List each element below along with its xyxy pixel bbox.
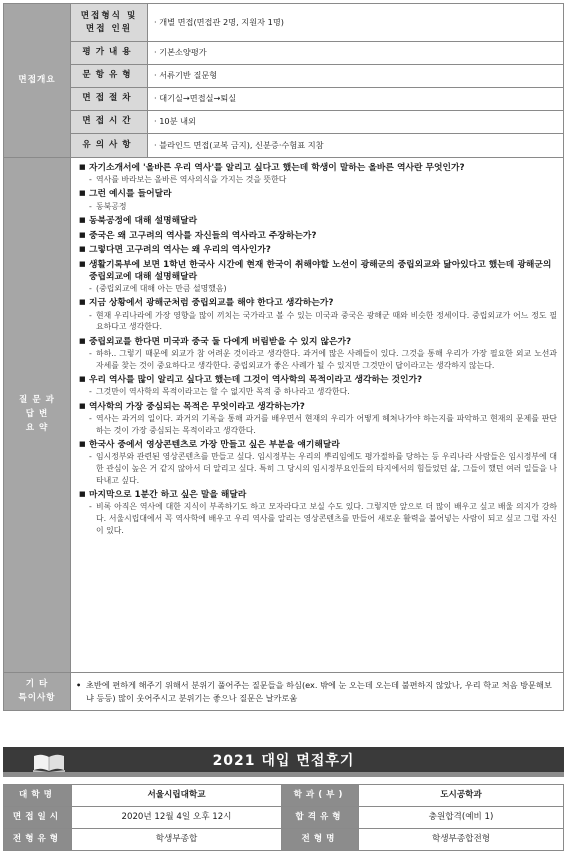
question [79,259,557,283]
etc-content [71,673,564,711]
answer [79,310,557,334]
etc-section-label: 기 타 특이사항 [4,673,71,711]
qa-item [79,244,557,256]
answer [79,348,557,372]
answer-dash: - [89,502,92,512]
answer [79,451,557,487]
qa-item [79,259,557,295]
bullet-square-icon: ■ [79,215,86,224]
question-text: 한국사 중에서 영상콘텐츠로 가장 만들고 싶은 부분을 얘기해달라 [89,439,340,450]
question [79,374,557,386]
info-label-admission-type: 전형유형 [4,829,72,851]
info-label-admission-name: 전형명 [282,829,359,851]
answer [79,413,557,437]
answer-dash: - [89,310,92,320]
overview-row-value-format: · 개별 면접(면접관 2명, 지원자 1명) [148,4,564,42]
overview-row-label-format: 면접형식 및 면접 인원 [71,4,148,42]
bullet-square-icon: ■ [79,439,86,448]
question [79,230,557,242]
answer-dash: - [89,201,92,211]
answer-dash: - [89,387,92,397]
question-text: 역사학의 가장 중심되는 목적은 무엇이라고 생각하는가? [89,401,305,412]
question-text: 중립외교를 한다면 미국과 중국 둘 다에게 버림받을 수 있지 않은가? [89,336,352,347]
answer-text: 하하.. 그렇기 때문에 외교가 참 어려운 것이라고 생각한다. 과거에 많은 사례들이 있다. 그것을 통해 우리가 가장 필요한 외교 노선과 자세를 찾는 것이 중요하다고 생각한다. 중립외교가 좋은 사례가 될 수 있지만 그것만이 답이라고는 생각하지 않는다. [96,348,557,370]
qa-item [79,188,557,212]
answer [79,501,557,537]
info-value-interview-date: 2020년 12월 4일 오후 12시 [72,807,282,829]
answer-text: (중립외교에 대해 아는 만큼 설명했음) [96,284,227,294]
info-value-admission-name: 학생부종합전형 [359,829,564,851]
qa-item [79,162,557,186]
overview-row-label-type: 문항유형 [71,65,148,88]
answer-dash: - [89,413,92,423]
bullet-square-icon: ■ [79,336,86,345]
overview-section-label: 면접개요 [4,4,71,158]
bullet-square-icon: ■ [79,298,86,307]
qa-list [71,158,564,673]
qa-item [79,439,557,487]
answer-dash: - [89,348,92,358]
bullet-square-icon: ■ [79,375,86,384]
question-text: 그런 예시를 들어달라 [89,189,172,200]
overview-row-value-content: · 기본소양평가 [148,42,564,65]
answer-text: 현재 우리나라에 가장 영향을 많이 끼치는 국가라고 볼 수 있는 미국과 중국은 광해군 때와 비슷한 정세이다. 중립외교가 어느 정도 필요하다고 생각한다. [96,310,557,332]
info-value-admission-type: 학생부종합 [72,829,282,851]
overview-row-label-time: 면접시간 [71,111,148,134]
question [79,244,557,256]
info-value-university: 서울시립대학교 [72,785,282,807]
question [79,439,557,451]
question-text: 중국은 왜 고구려의 역사를 자신들의 역사라고 주장하는가? [89,230,317,241]
bullet-square-icon: ■ [79,163,86,171]
answer-dash: - [89,452,92,462]
answer [79,201,557,213]
info-label-result-type: 합격유형 [282,807,359,829]
bullet-square-icon: ■ [79,259,86,268]
answer-dash: - [89,175,92,185]
overview-row-value-type: · 서류기반 질문형 [148,65,564,88]
admission-info-table [3,784,564,851]
overview-row-label-content: 평가내용 [71,42,148,65]
overview-row-value-procedure: · 대기실→면접실→퇴실 [148,88,564,111]
answer [79,174,557,186]
banner-title: 2021 대입 면접후기 [212,753,355,769]
answer-text: 동북공정 [96,201,127,211]
overview-row-label-notes: 유의사항 [71,134,148,158]
qa-item [79,336,557,372]
question [79,162,557,174]
question-text: 우리 역사를 많이 알리고 싶다고 했는데 그것이 역사학의 목적이라고 생각하는 것인가? [89,375,423,386]
question-text: 지금 상황에서 광해군처럼 중립외교를 해야 한다고 생각하는가? [89,298,334,309]
question [79,489,557,501]
qa-item [79,215,557,227]
qa-item [79,401,557,437]
question-text: 그렇다면 고구려의 역사는 왜 우리의 역사인가? [89,245,271,256]
qa-item [79,230,557,242]
info-value-result-type: 충원합격(예비 1) [359,807,564,829]
info-label-department: 학과(부) [282,785,359,807]
overview-row-label-procedure: 면접절차 [71,88,148,111]
overview-row-value-notes: · 블라인드 면접(교복 금지), 신분증·수험표 지참 [148,134,564,158]
bullet-square-icon: ■ [79,401,86,410]
overview-row-value-time: · 10분 내외 [148,111,564,134]
answer [79,386,557,398]
qa-item [79,374,557,398]
info-value-department: 도시공학과 [359,785,564,807]
question [79,336,557,348]
qa-item [79,489,557,537]
answer-dash: - [89,284,92,294]
answer-text: 역사는 과거의 일이다. 과거의 기록을 통해 과거를 배우면서 현재의 우리가 어떻게 헤쳐나가야 하는지를 파악하고 현재의 문제를 판단하는 것이 가장 중심되는 목적이라고 생각한다. [96,413,557,435]
interview-review-banner [3,747,564,777]
answer [79,283,557,295]
etc-text: 초반에 편하게 해주기 위해서 분위기 풀어주는 질문들을 하심(ex. 밖에 눈 오는데 오는데 불편하지 않았나, 우리 학교 처음 방문해보냐 등등) 많이 웃어주시고 분위기는 좋으나 질문은 날카로움 [86,680,552,703]
bullet-square-icon: ■ [79,189,86,198]
answer-text: 역사를 바라보는 올바른 역사의식을 가지는 것을 뜻한다 [96,175,287,185]
answer-text: 비록 아직은 역사에 대한 지식이 부족하기도 하고 모자라다고 보실 수도 있다. 그렇지만 앞으로 더 많이 배우고 싶고 배울 의지가 강하다. 서울시립대에서 꼭 역사학에 배우고 우리 역사를 알리는 영상콘텐츠를 만들어 새로운 활력을 불어넣는 사람이 되고 싶고 그럴 자신이 있다. [96,502,557,536]
answer-text: 그것만이 역사학의 목적이라고는 할 수 없지만 목적 중 하나라고 생각한다. [96,387,350,397]
bullet-square-icon: ■ [79,230,86,239]
info-label-university: 대학명 [4,785,72,807]
question-text: 마지막으로 1분간 하고 싶은 말을 해달라 [89,490,247,501]
question-text: 자기소개서에 '올바른 우리 역사'를 알리고 싶다고 했는데 학생이 말하는 올바른 역사란 무엇인가? [89,163,465,173]
question [79,215,557,227]
banner-underline [3,772,564,777]
bullet-square-icon: ■ [79,490,86,499]
interview-summary-table [3,3,564,711]
bullet-dot: • [76,680,82,691]
qa-item [79,297,557,333]
question [79,297,557,309]
question [79,401,557,413]
question-text: 동북공정에 대해 설명해달라 [89,215,198,226]
bullet-square-icon: ■ [79,245,86,254]
answer-text: 임시정부와 관련된 영상콘텐츠를 만들고 싶다. 임시정부는 우리의 뿌리임에도 평가절하를 당하는 등 우리나라 사람들은 임시정부에 대한 관심이 높은 거 같지 않아서 더 알리고 싶다. 특히 그 당시의 임시정부요인들의 타지에서의 힘들었던 삶, 그들이 했던 여러 일들을 나타내고 싶다. [96,452,557,485]
question-text: 생활기록부에 보면 1학년 한국사 시간에 현재 한국이 취해야할 노선이 광해군의 중립외교와 닮아있다고 했는데 광해군의 중립외교에 대해 설명해달라 [89,259,552,282]
question [79,188,557,200]
qa-section-label: 질 문 과 답 변 요 약 [4,158,71,673]
info-label-interview-date: 면접일시 [4,807,72,829]
